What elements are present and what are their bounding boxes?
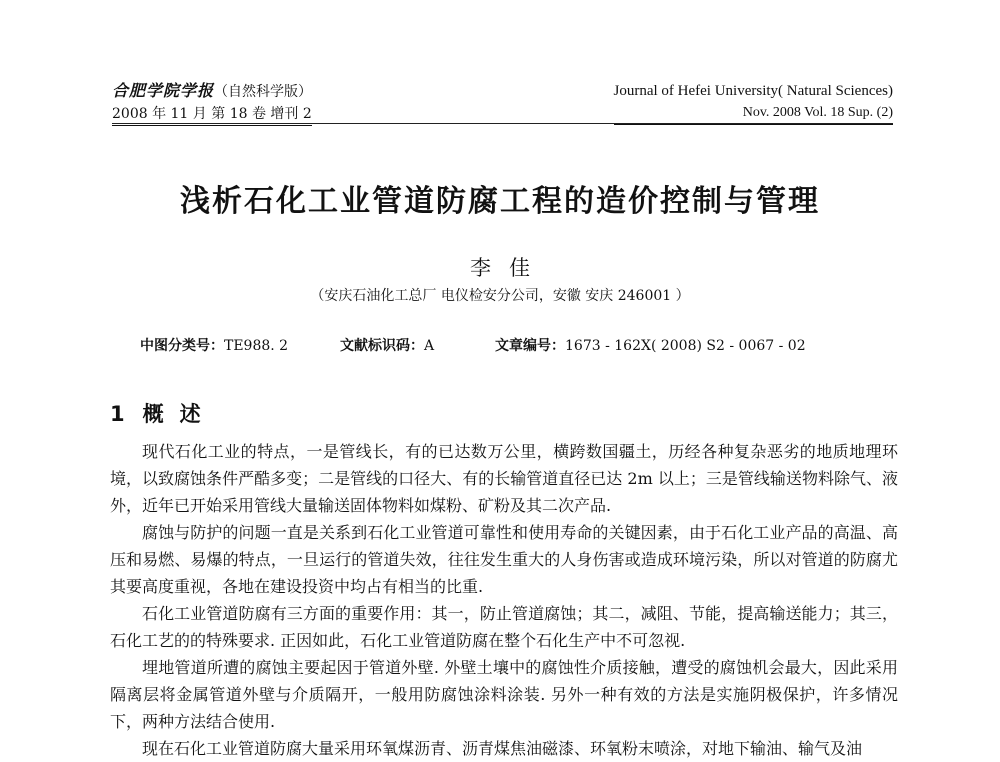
- issue-info-en: Nov. 2008 Vol. 18 Sup. (2): [614, 102, 894, 125]
- journal-title-en: Journal of Hefei University( Natural Sciences): [613, 83, 893, 99]
- author-affiliation: （安庆石油化工总厂 电仪检安分公司，安徽 安庆 246001 ）: [310, 288, 690, 304]
- doc-code-label: 文献标识码：: [340, 338, 424, 354]
- article-number-label: 文章编号：: [495, 338, 565, 354]
- paragraph: 现在石化工业管道防腐大量采用环氧煤沥青、沥青煤焦油磁漆、环氧粉末喷涂，对地下输油、输气及油: [142, 739, 863, 758]
- section-heading: [110, 398, 217, 428]
- article-title: 浅析石化工业管道防腐工程的造价控制与管理: [180, 184, 820, 219]
- clc-number: [140, 335, 288, 355]
- journal-title-cn: 合肥学院学报: [112, 81, 215, 100]
- author-name: 李佳: [470, 256, 548, 280]
- document-code: [340, 335, 434, 355]
- paragraph: 石化工业管道防腐有三方面的重要作用：其一，防止管道腐蚀；其二，减阻、节能，提高输送能力；其三，石化工艺的的特殊要求. 正因如此，石化工业管道防腐在整个石化生产中不可忽视.: [110, 604, 898, 650]
- section-title: 概述: [142, 402, 217, 426]
- journal-name-cn: [112, 80, 312, 103]
- header-left: [112, 80, 312, 126]
- journal-subtitle-cn: （自然科学版）: [214, 84, 313, 100]
- clc-label: 中图分类号：: [140, 338, 224, 354]
- body-text: [110, 438, 898, 762]
- header-rule: [112, 123, 893, 124]
- clc-value: TE988. 2: [224, 338, 289, 354]
- article-number-value: 1673 - 162X( 2008) S2 - 0067 - 02: [565, 338, 806, 354]
- header-right: [614, 80, 894, 125]
- paragraph: 腐蚀与防护的问题一直是关系到石化工业管道可靠性和使用寿命的关键因素，由于石化工业产品的高温、高压和易燃、易爆的特点，一旦运行的管道失效，往往发生重大的人身伤害或造成环境污染，所以对管道的防腐尤其要高度重视，各地在建设投资中均占有相当的比重.: [110, 523, 898, 596]
- issue-info-cn: 2008 年 11 月 第 18 卷 增刊 2: [112, 103, 312, 126]
- paragraph: 埋地管道所遭的腐蚀主要起因于管道外壁. 外壁土壤中的腐蚀性介质接触，遭受的腐蚀机会最大，因此采用隔离层将金属管道外壁与介质隔开，一般用防腐蚀涂料涂装. 另外一种有效的方法是实施阴极保护，许多情况下，两种方法结合使用.: [110, 658, 898, 731]
- doc-code-value: A: [424, 338, 435, 354]
- article-number: [495, 335, 806, 355]
- paragraph: 现代石化工业的特点，一是管线长，有的已达数万公里，横跨数国疆土，历经各种复杂恶劣的地质地理环境，以致腐蚀条件严酷多变；二是管线的口径大、有的长输管道直径已达 2m 以上；三是管线输送物料除气、液外，近年已开始采用管线大量输送固体物料如煤粉、矿粉及其二次产品.: [110, 442, 898, 515]
- section-number: 1: [110, 402, 125, 426]
